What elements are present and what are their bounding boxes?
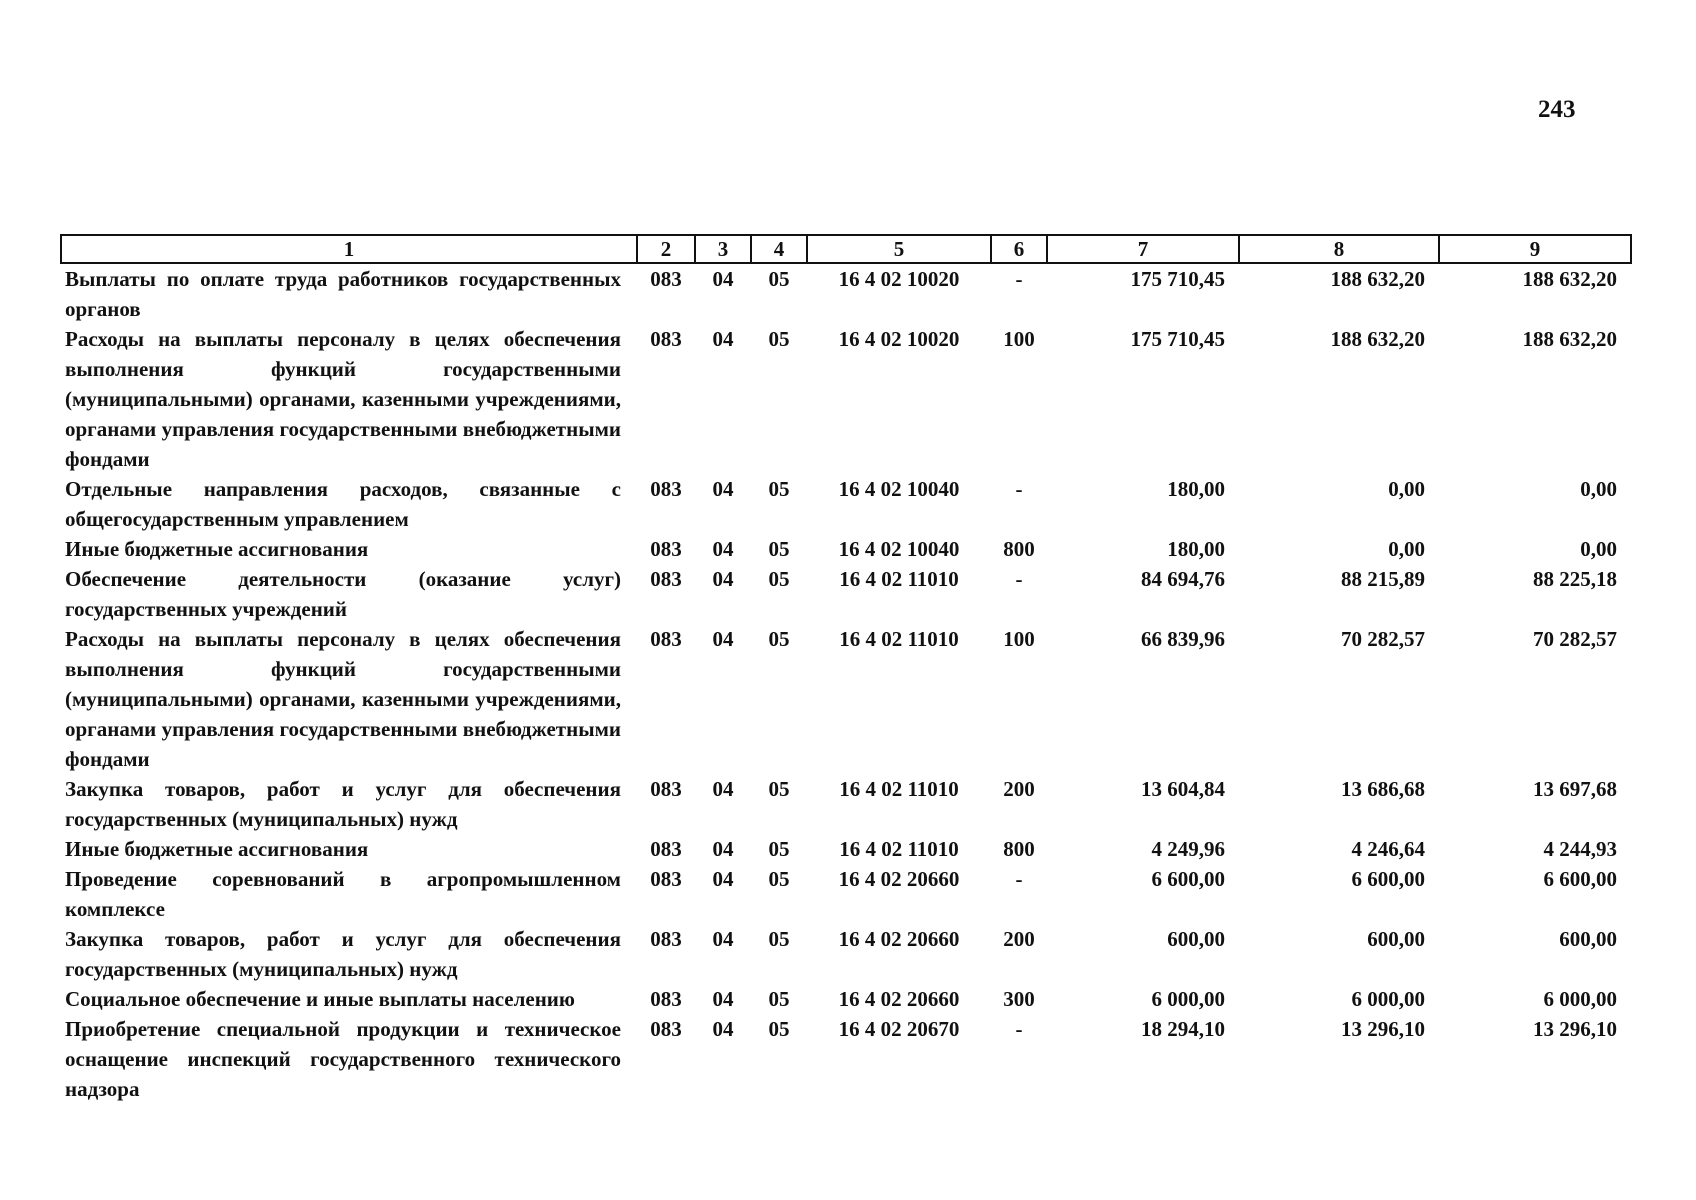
row-section-code: 04 [712, 927, 734, 951]
row-subsection-code: 05 [768, 537, 790, 561]
row-description: Проведение соревнований в агропромышленном комплексе [65, 867, 621, 921]
header-cell-7: 7 [1047, 235, 1239, 263]
row-amount-col7: 6 000,00 [1151, 987, 1225, 1011]
header-cell-5: 5 [807, 235, 991, 263]
row-admin-code: 083 [650, 837, 682, 861]
row-amount-col7: 13 604,84 [1141, 777, 1225, 801]
row-subsection-code: 05 [768, 1017, 790, 1041]
row-amount-col9: 6 600,00 [1543, 867, 1617, 891]
row-target-code: 16 4 02 10040 [838, 477, 960, 501]
row-section-code: 04 [712, 1017, 734, 1041]
row-description: Закупка товаров, работ и услуг для обеспечения государственных (муниципальных) нужд [65, 777, 621, 831]
row-amount-col9: 4 244,93 [1543, 837, 1617, 861]
header-row [61, 235, 1631, 263]
table-row [61, 984, 1631, 1014]
row-subsection-code: 05 [768, 327, 790, 351]
row-expense-kind: 300 [1003, 987, 1035, 1011]
row-target-code: 16 4 02 10040 [838, 537, 960, 561]
table-row [61, 1014, 1631, 1104]
row-amount-col9: 600,00 [1559, 927, 1617, 951]
row-admin-code: 083 [650, 327, 682, 351]
row-target-code: 16 4 02 11010 [839, 777, 959, 801]
row-amount-col7: 18 294,10 [1141, 1017, 1225, 1041]
table-row [61, 774, 1631, 834]
table-row [61, 864, 1631, 924]
row-subsection-code: 05 [768, 627, 790, 651]
header-cell-1: 1 [61, 235, 637, 263]
table-row [61, 564, 1631, 624]
row-subsection-code: 05 [768, 477, 790, 501]
row-admin-code: 083 [650, 867, 682, 891]
row-target-code: 16 4 02 11010 [839, 837, 959, 861]
row-section-code: 04 [712, 987, 734, 1011]
row-expense-kind: - [1015, 477, 1023, 501]
table-row [61, 324, 1631, 474]
row-amount-col8: 600,00 [1367, 927, 1425, 951]
row-expense-kind: - [1015, 867, 1023, 891]
table-row [61, 534, 1631, 564]
row-amount-col9: 70 282,57 [1533, 627, 1617, 651]
row-admin-code: 083 [650, 987, 682, 1011]
row-expense-kind: 100 [1003, 327, 1035, 351]
row-expense-kind: - [1015, 1017, 1023, 1041]
row-amount-col7: 180,00 [1167, 477, 1225, 501]
row-amount-col9: 0,00 [1580, 537, 1617, 561]
table-row [61, 924, 1631, 984]
row-admin-code: 083 [650, 777, 682, 801]
row-description: Закупка товаров, работ и услуг для обеспечения государственных (муниципальных) нужд [65, 927, 621, 981]
row-target-code: 16 4 02 11010 [839, 627, 959, 651]
row-description: Расходы на выплаты персоналу в целях обеспечения выполнения функций государственными (муниципальными) органами, казенными учреждениями, органами управления государственными внебюджетными фондами [65, 327, 621, 471]
row-description: Отдельные направления расходов, связанные с общегосударственным управлением [65, 477, 621, 531]
header-cell-3: 3 [695, 235, 751, 263]
row-description: Обеспечение деятельности (оказание услуг) государственных учреждений [65, 567, 621, 621]
table-body [61, 263, 1631, 1104]
table-row [61, 474, 1631, 534]
row-amount-col7: 180,00 [1167, 537, 1225, 561]
row-amount-col7: 6 600,00 [1151, 867, 1225, 891]
row-expense-kind: 100 [1003, 627, 1035, 651]
row-amount-col7: 600,00 [1167, 927, 1225, 951]
row-section-code: 04 [712, 567, 734, 591]
row-description: Иные бюджетные ассигнования [65, 537, 369, 561]
row-amount-col7: 175 710,45 [1130, 327, 1225, 351]
row-amount-col8: 188 632,20 [1330, 267, 1425, 291]
row-subsection-code: 05 [768, 927, 790, 951]
row-section-code: 04 [712, 327, 734, 351]
row-target-code: 16 4 02 20670 [838, 1017, 960, 1041]
row-amount-col8: 13 296,10 [1341, 1017, 1425, 1041]
row-amount-col9: 13 296,10 [1533, 1017, 1617, 1041]
row-subsection-code: 05 [768, 837, 790, 861]
row-amount-col8: 6 600,00 [1351, 867, 1425, 891]
row-amount-col9: 188 632,20 [1522, 327, 1617, 351]
row-amount-col8: 13 686,68 [1341, 777, 1425, 801]
row-amount-col8: 0,00 [1388, 537, 1425, 561]
header-cell-9: 9 [1439, 235, 1631, 263]
row-section-code: 04 [712, 837, 734, 861]
row-admin-code: 083 [650, 537, 682, 561]
header-cell-6: 6 [991, 235, 1047, 263]
row-admin-code: 083 [650, 567, 682, 591]
row-description: Приобретение специальной продукции и техническое оснащение инспекций государственного технического надзора [65, 1017, 621, 1101]
row-target-code: 16 4 02 20660 [838, 987, 960, 1011]
table-row [61, 834, 1631, 864]
row-admin-code: 083 [650, 1017, 682, 1041]
page-number: 243 [1538, 96, 1576, 123]
row-target-code: 16 4 02 20660 [838, 867, 960, 891]
row-amount-col7: 175 710,45 [1130, 267, 1225, 291]
row-amount-col8: 188 632,20 [1330, 327, 1425, 351]
row-amount-col7: 66 839,96 [1141, 627, 1225, 651]
header-cell-2: 2 [637, 235, 695, 263]
row-admin-code: 083 [650, 267, 682, 291]
row-expense-kind: 200 [1003, 927, 1035, 951]
row-amount-col7: 4 249,96 [1151, 837, 1225, 861]
row-description: Выплаты по оплате труда работников государственных органов [65, 267, 621, 321]
row-admin-code: 083 [650, 477, 682, 501]
budget-table [60, 234, 1632, 1104]
row-subsection-code: 05 [768, 567, 790, 591]
row-section-code: 04 [712, 867, 734, 891]
row-amount-col9: 6 000,00 [1543, 987, 1617, 1011]
row-description: Расходы на выплаты персоналу в целях обеспечения выполнения функций государственными (муниципальными) органами, казенными учреждениями, органами управления государственными внебюджетными фондами [65, 627, 621, 771]
row-amount-col8: 88 215,89 [1341, 567, 1425, 591]
row-subsection-code: 05 [768, 867, 790, 891]
row-expense-kind: 200 [1003, 777, 1035, 801]
table-header [61, 235, 1631, 263]
row-expense-kind: - [1015, 567, 1023, 591]
row-amount-col9: 188 632,20 [1522, 267, 1617, 291]
row-subsection-code: 05 [768, 267, 790, 291]
row-amount-col9: 88 225,18 [1533, 567, 1617, 591]
row-target-code: 16 4 02 20660 [838, 927, 960, 951]
row-admin-code: 083 [650, 927, 682, 951]
row-section-code: 04 [712, 477, 734, 501]
row-section-code: 04 [712, 537, 734, 561]
header-cell-8: 8 [1239, 235, 1439, 263]
row-amount-col9: 13 697,68 [1533, 777, 1617, 801]
row-target-code: 16 4 02 11010 [839, 567, 959, 591]
row-expense-kind: 800 [1003, 537, 1035, 561]
row-amount-col8: 0,00 [1388, 477, 1425, 501]
row-section-code: 04 [712, 777, 734, 801]
row-section-code: 04 [712, 267, 734, 291]
table-row [61, 263, 1631, 324]
row-target-code: 16 4 02 10020 [838, 267, 960, 291]
row-admin-code: 083 [650, 627, 682, 651]
row-section-code: 04 [712, 627, 734, 651]
row-expense-kind: - [1015, 267, 1023, 291]
row-subsection-code: 05 [768, 987, 790, 1011]
row-subsection-code: 05 [768, 777, 790, 801]
row-amount-col7: 84 694,76 [1141, 567, 1225, 591]
row-expense-kind: 800 [1003, 837, 1035, 861]
row-amount-col9: 0,00 [1580, 477, 1617, 501]
row-description: Социальное обеспечение и иные выплаты населению [65, 987, 575, 1011]
row-amount-col8: 4 246,64 [1351, 837, 1425, 861]
header-cell-4: 4 [751, 235, 807, 263]
row-amount-col8: 6 000,00 [1351, 987, 1425, 1011]
table-row [61, 624, 1631, 774]
row-description: Иные бюджетные ассигнования [65, 837, 369, 861]
row-amount-col8: 70 282,57 [1341, 627, 1425, 651]
row-target-code: 16 4 02 10020 [838, 327, 960, 351]
